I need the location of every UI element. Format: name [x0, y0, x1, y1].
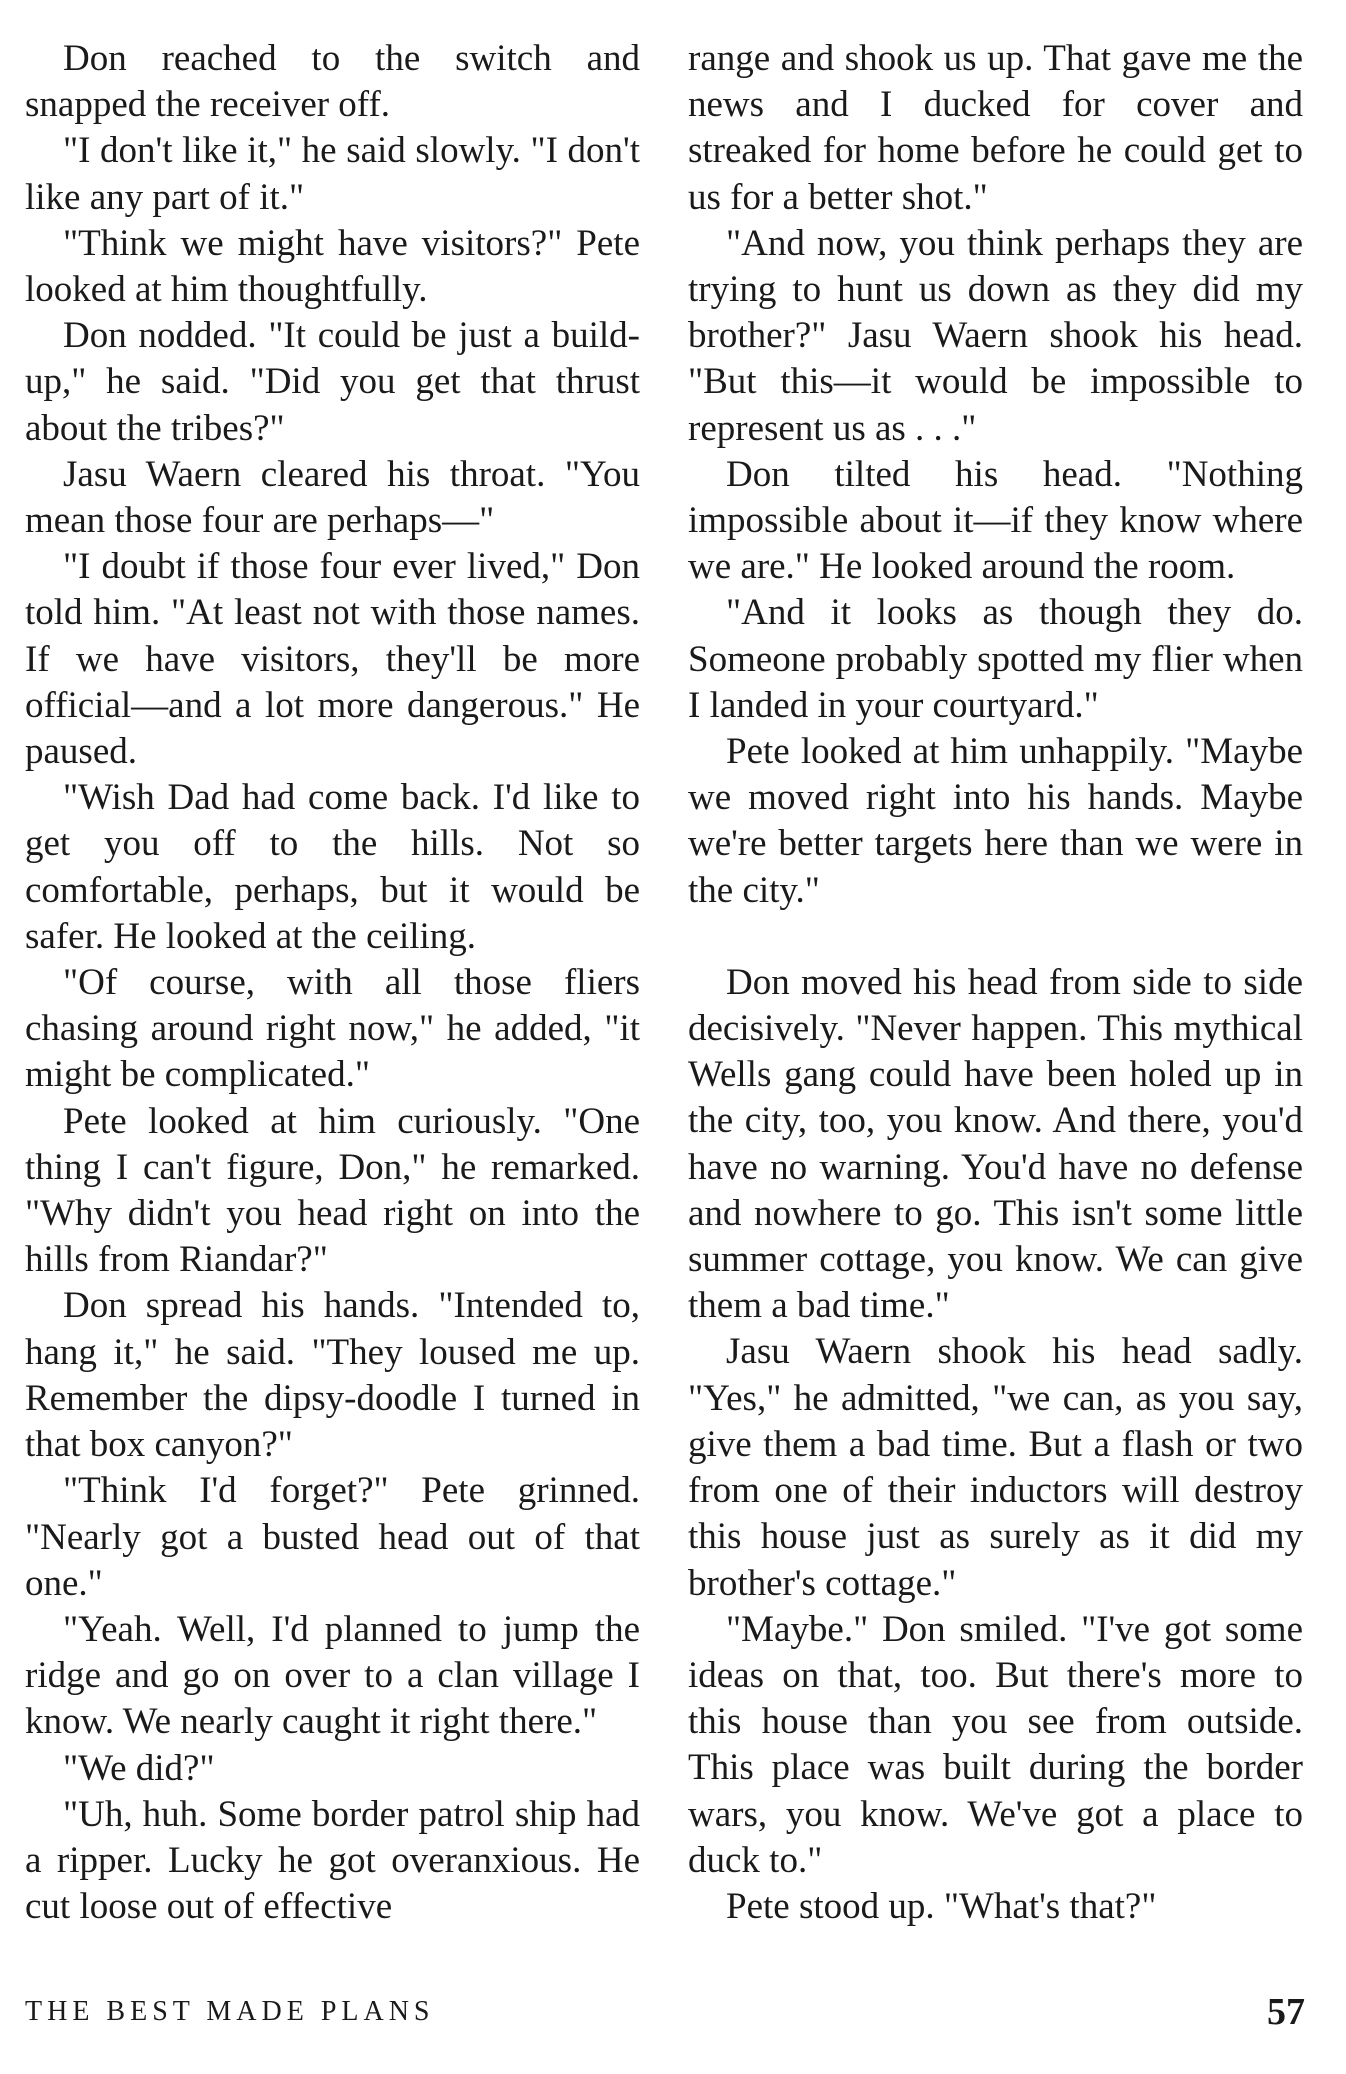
paragraph: Don reached to the switch and snapped the receiver off. — [25, 38, 640, 126]
paragraph: "Think I'd forget?" Pete grinned. "Nearly got a busted head out of that one." — [25, 1470, 640, 1604]
paragraph: Pete looked at him unhappily. "Maybe we moved right into his hands. Maybe we're better targets here than we were in the city." — [688, 731, 1303, 911]
paragraph: Don nodded. "It could be just a build-up," he said. "Did you get that thrust about the tribes?" — [25, 315, 640, 449]
paragraph: Pete looked at him curiously. "One thing I can't figure, Don," he remarked. "Why didn't you head right on into the hills from Riandar?" — [25, 1100, 640, 1281]
paragraph: "I don't like it," he said slowly. "I don't like any part of it." — [25, 130, 640, 218]
paragraph: "Wish Dad had come back. I'd like to get you off to the hills. Not so comfortable, perhaps, but it would be safer. He looked at the ceiling. — [25, 777, 640, 957]
paragraph: "We did?" — [63, 1747, 215, 1789]
paragraph: Don spread his hands. "Intended to, hang it," he said. "They loused me up. Remember the dipsy-doodle I turned in that box canyon?" — [25, 1285, 640, 1466]
paragraph: Jasu Waern shook his head sadly. "Yes," he admitted, "we can, as you say, give them a bad time. But a flash or two from one of their inductors will destroy this house just as surely as it did my brother's cottage." — [688, 1331, 1303, 1604]
paragraph: "Of course, with all those fliers chasing around right now," he added, "it might be complicated." — [25, 962, 640, 1096]
running-title: THE BEST MADE PLANS — [25, 1996, 435, 2027]
paragraph: "And it looks as though they do. Someone probably spotted my flier when I landed in your courtyard." — [688, 592, 1303, 726]
paragraph: "And now, you think perhaps they are trying to hunt us down as they did my brother?" Jasu Waern shook his head. "But this—it would be impossible to represent us as . . ." — [688, 222, 1303, 449]
paragraph: Jasu Waern cleared his throat. "You mean those four are perhaps—" — [25, 453, 640, 542]
page-number: 57 — [1267, 1991, 1305, 2033]
paragraph: "Uh, huh. Some border patrol ship had a ripper. Lucky he got overanxious. He cut loose out of effective — [25, 1793, 640, 1928]
page-footer — [25, 1990, 1305, 2040]
paragraph: range and shook us up. That gave me the news and I ducked for cover and streaked for home before he could get to us for a better shot." — [688, 38, 1303, 218]
paragraph: "I doubt if those four ever lived," Don told him. "At least not with those names. If we have visitors, they'll be more official—and a lot more dangerous." He paused. — [25, 546, 640, 773]
paragraph: "Maybe." Don smiled. "I've got some ideas on that, too. But there's more to this house than you see from outside. This place was built during the border wars, you know. We've got a place to duck to." — [688, 1608, 1303, 1881]
paragraph: Pete stood up. "What's that?" — [726, 1885, 1157, 1927]
paragraph: Don tilted his head. "Nothing impossible about it—if they know where we are." He looked around the room. — [688, 453, 1303, 588]
right-text-column — [688, 36, 1303, 1930]
paragraph: "Think we might have visitors?" Pete looked at him thoughtfully. — [25, 222, 640, 311]
paragraph: "Yeah. Well, I'd planned to jump the ridge and go on over to a clan village I know. We nearly caught it right there." — [25, 1608, 640, 1743]
left-text-column — [25, 36, 640, 1930]
paragraph: Don moved his head from side to side decisively. "Never happen. This mythical Wells gang could have been holed up in the city, too, you know. And there, you'd have no warning. You'd have no defense and nowhere to go. This isn't some little summer cottage, you know. We can give them a bad time." — [688, 961, 1303, 1327]
